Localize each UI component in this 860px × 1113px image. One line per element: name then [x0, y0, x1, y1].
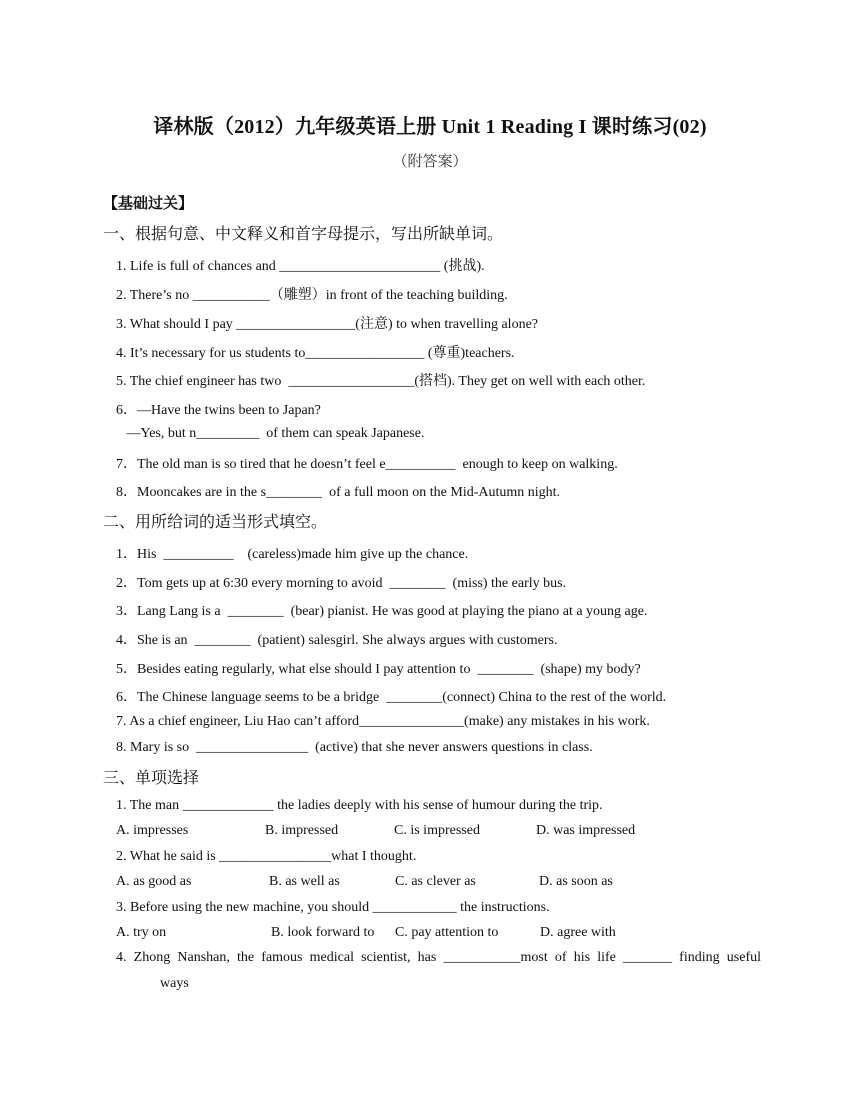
question-2-stem: 2. What he said is ________________what I thought.: [116, 849, 417, 864]
section1-item: 6．—Have the twins been to Japan?: [116, 403, 321, 418]
section2-item: 8. Mary is so ________________ (active) that she never answers questions in class.: [116, 740, 593, 755]
option-a: A. as good as: [116, 874, 192, 889]
section2-item: 3．Lang Lang is a ________ (bear) pianist. He was good at playing the piano at a young age.: [116, 604, 648, 619]
section1-item: 5. The chief engineer has two __________________(搭档). They get on well with each other.: [116, 374, 646, 389]
section2-item: 2．Tom gets up at 6:30 every morning to avoid ________ (miss) the early bus.: [116, 576, 567, 591]
section1-heading: 一、根据句意、中文释义和首字母提示，写出所缺单词。: [103, 226, 504, 243]
question-4-continuation: ways: [160, 976, 189, 991]
option-d: D. was impressed: [536, 823, 636, 838]
page-title: 译林版（2012）九年级英语上册 Unit 1 Reading I 课时练习(02): [153, 116, 707, 138]
question-1-stem: 1. The man _____________ the ladies deeply with his sense of humour during the trip.: [116, 798, 603, 813]
section1-item: —Yes, but n_________ of them can speak Japanese.: [116, 426, 425, 441]
option-d: D. as soon as: [539, 874, 613, 889]
section1-item: 8．Mooncakes are in the s________ of a full moon on the Mid-Autumn night.: [116, 485, 561, 500]
option-c: C. is impressed: [394, 823, 480, 838]
option-b: B. impressed: [265, 823, 339, 838]
option-a: A. impresses: [116, 823, 189, 838]
section2-item: 1．His __________ (careless)made him give up the chance.: [116, 547, 469, 562]
question-4-stem: 4. Zhong Nanshan, the famous medical scientist, has ___________most of his life _______ finding useful: [116, 950, 761, 965]
section1-item: 3. What should I pay _________________(注意) to when travelling alone?: [116, 317, 538, 332]
option-b: B. look forward to: [271, 925, 375, 940]
option-c: C. pay attention to: [395, 925, 499, 940]
section2-item: 6．The Chinese language seems to be a bridge ________(connect) China to the rest of the world.: [116, 690, 667, 705]
section1-item: 1. Life is full of chances and _______________________ (挑战).: [116, 259, 485, 274]
section1-item: 2. There’s no ___________（雕塑）in front of the teaching building.: [116, 288, 508, 303]
section2-item: 4．She is an ________ (patient) salesgirl. She always argues with customers.: [116, 633, 558, 648]
section2-item: 7. As a chief engineer, Liu Hao can’t afford_______________(make) any mistakes in his work.: [116, 714, 650, 729]
section2-heading: 二、用所给词的适当形式填空。: [103, 514, 328, 531]
section2-item: 5．Besides eating regularly, what else should I pay attention to ________ (shape) my body?: [116, 662, 641, 677]
section1-item: 7．The old man is so tired that he doesn’t feel e__________ enough to keep on walking.: [116, 457, 618, 472]
section1-item: 4. It’s necessary for us students to_________________ (尊重)teachers.: [116, 346, 515, 361]
option-d: D. agree with: [540, 925, 616, 940]
option-c: C. as clever as: [395, 874, 476, 889]
page-subtitle: （附答案）: [392, 154, 468, 170]
section3-heading: 三、单项选择: [103, 770, 200, 787]
option-a: A. try on: [116, 925, 167, 940]
basic-section-heading: 【基础过关】: [103, 196, 194, 212]
option-b: B. as well as: [269, 874, 340, 889]
question-3-stem: 3. Before using the new machine, you should ____________ the instructions.: [116, 900, 550, 915]
